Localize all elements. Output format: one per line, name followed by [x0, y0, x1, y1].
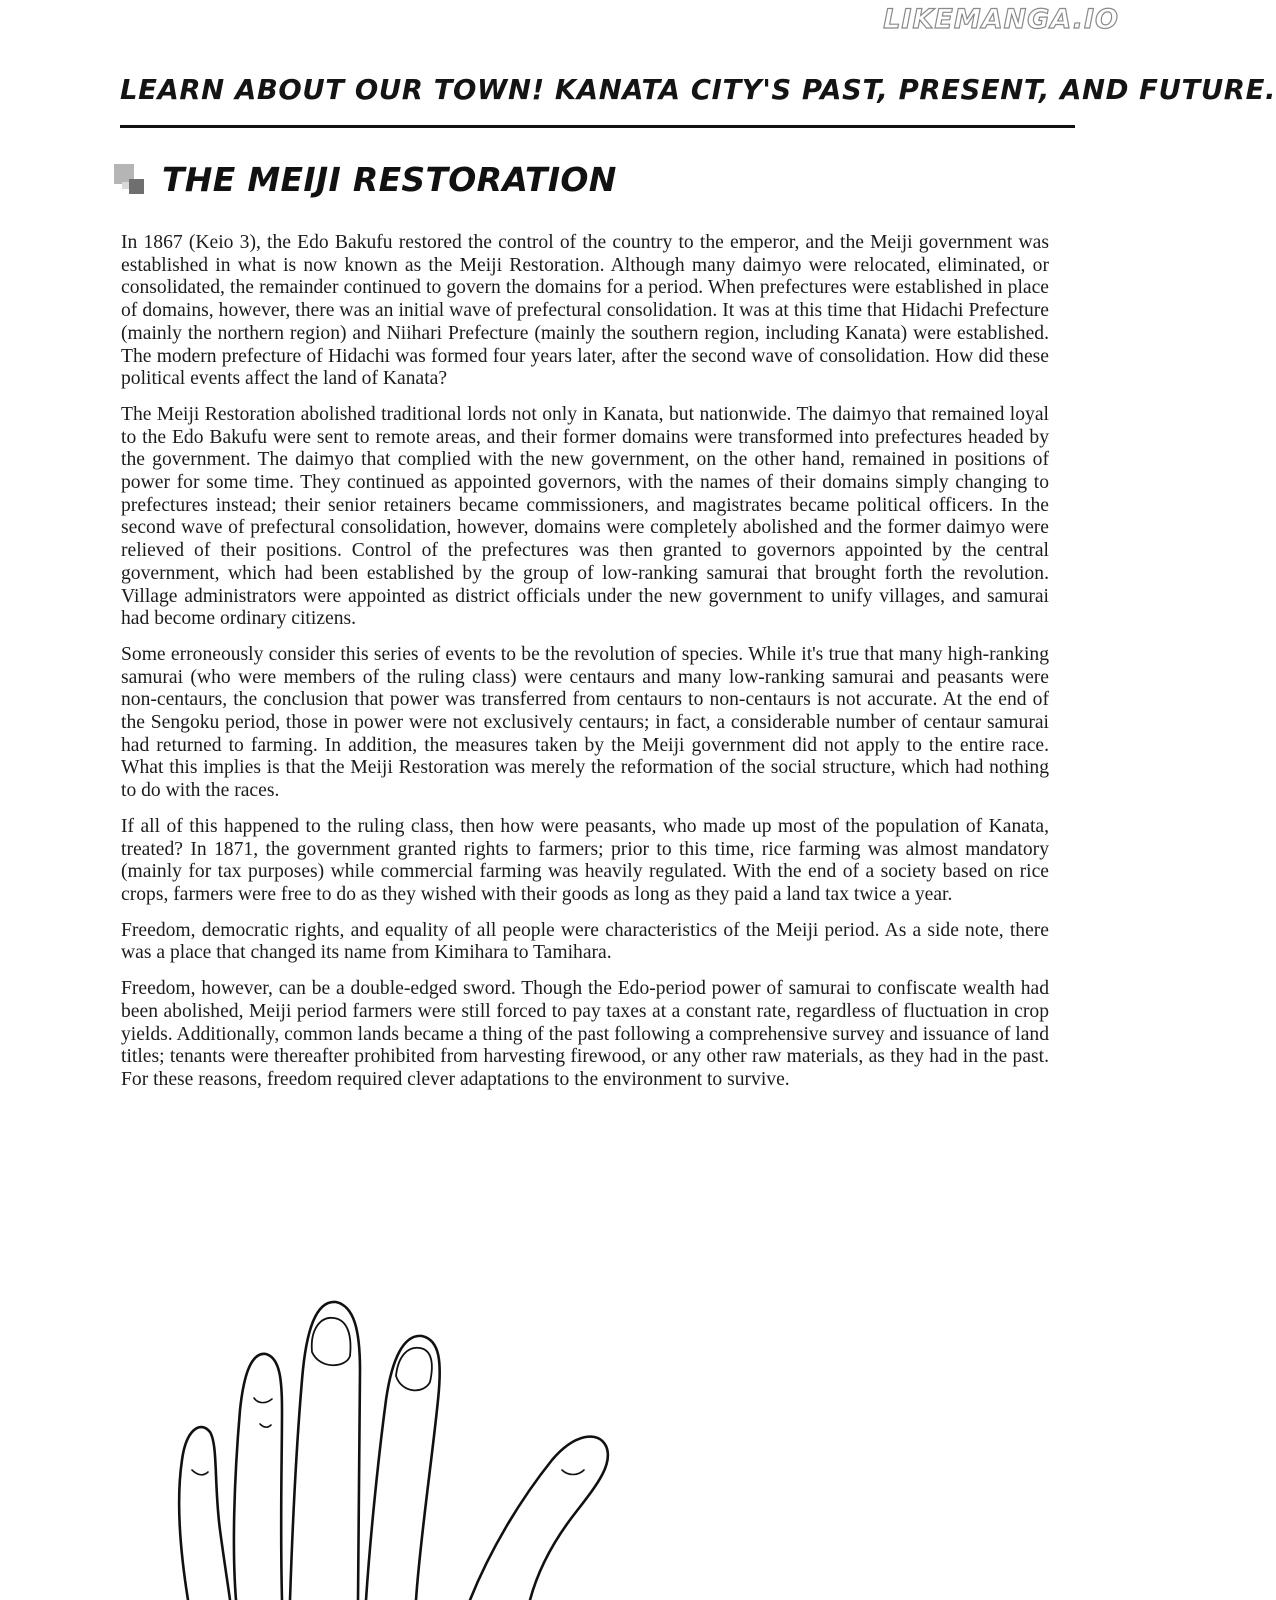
- stacked-squares-icon: [114, 164, 154, 198]
- nail-outline: [312, 1318, 351, 1365]
- article-body: [121, 232, 1049, 1105]
- finger-outline: [179, 1427, 230, 1600]
- header-rule: [120, 125, 1075, 128]
- finger-outline: [234, 1354, 282, 1600]
- paragraph: In 1867 (Keio 3), the Edo Bakufu restored the control of the country to the emperor, and the Meiji government was established in what is now known as the Meiji Restoration. Although many daimyo were relocated, eliminated, or consolidated, the remainder continued to govern the domains for a period. When prefectures were established in place of domains, however, there was an initial wave of prefectural consolidation. It was at this time that Hidachi Prefecture (mainly the northern region) and Niihari Prefecture (mainly the southern region, including Kanata) were established. The modern prefecture of Hidachi was formed four years later, after the second wave of consolidation. How did these political events affect the land of Kanata?: [121, 232, 1049, 390]
- series-title: LEARN ABOUT OUR TOWN! KANATA CITY'S PAST, PRESENT, AND FUTURE.: [120, 74, 1276, 106]
- finger-outline: [290, 1302, 360, 1600]
- knuckle-line: [562, 1470, 584, 1475]
- knuckle-line: [254, 1398, 272, 1403]
- nail-outline: [396, 1348, 432, 1391]
- finger-outline: [470, 1437, 608, 1600]
- section-title: THE MEIJI RESTORATION: [162, 160, 617, 199]
- knuckle-line: [192, 1470, 208, 1475]
- site-watermark: LIKEMANGA.IO: [883, 4, 1119, 35]
- paragraph: Some erroneously consider this series of events to be the revolution of species. While it's true that many high-ranking samurai (who were members of the ruling class) were centaurs and many low-ranking samurai and peasants were non-centaurs, the conclusion that power was transferred from centaurs to non-centaurs is not accurate. At the end of the Sengoku period, those in power were not exclusively centaurs; in fact, a considerable number of centaur samurai had returned to farming. In addition, the measures taken by the Meiji government did not apply to the entire race. What this implies is that the Meiji Restoration was merely the reformation of the social structure, which had nothing to do with the races.: [121, 643, 1049, 802]
- paragraph: Freedom, democratic rights, and equality of all people were characteristics of the Meiji period. As a side note, there was a place that changed its name from Kimihara to Tamihara.: [121, 919, 1049, 964]
- paragraph: Freedom, however, can be a double-edged sword. Though the Edo-period power of samurai to confiscate wealth had been abolished, Meiji period farmers were still forced to pay taxes at a constant rate, regardless of fluctuation in crop yields. Additionally, common lands became a thing of the past following a comprehensive survey and issuance of land titles; tenants were thereafter prohibited from harvesting firewood, or any other raw materials, as they had in the past. For these reasons, freedom required clever adaptations to the environment to survive.: [121, 978, 1049, 1090]
- hand-illustration: [170, 1300, 730, 1600]
- paragraph: If all of this happened to the ruling class, then how were peasants, who made up most of the population of Kanata, treated? In 1871, the government granted rights to farmers; prior to this time, rice farming was almost mandatory (mainly for tax purposes) while commercial farming was heavily regulated. With the end of a society based on rice crops, farmers were free to do as they wished with their goods as long as they paid a land tax twice a year.: [121, 815, 1049, 905]
- paragraph: The Meiji Restoration abolished traditional lords not only in Kanata, but nationwide. The daimyo that remained loyal to the Edo Bakufu were sent to remote areas, and their former domains were transformed into prefectures headed by the government. The daimyo that complied with the new government, on the other hand, remained in positions of power for some time. They continued as appointed governors, with the names of their domains simply changing to prefectures instead; their senior retainers became commissioners, and magistrates became political officers. In the second wave of prefectural consolidation, however, domains were completely abolished and the former daimyo were relieved of their positions. Control of the prefectures was then granted to governors appointed by the central government, which had been established by the group of low-ranking samurai that brought forth the revolution. Village administrators were appointed as district officials under the new government to unify villages, and samurai had become ordinary citizens.: [121, 403, 1049, 630]
- finger-outline: [366, 1336, 440, 1600]
- knuckle-line: [260, 1424, 271, 1427]
